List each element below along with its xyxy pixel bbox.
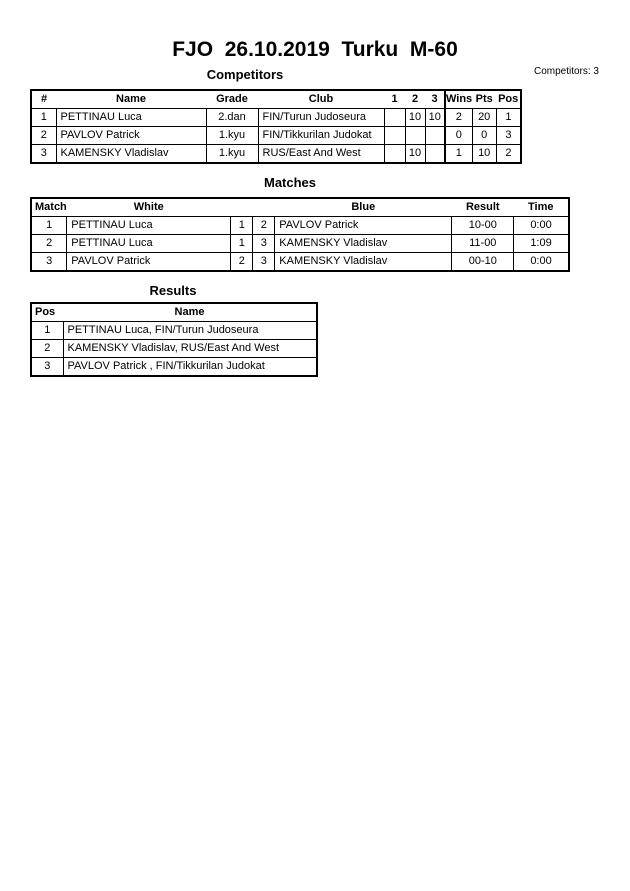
score-vs-3-cell	[425, 127, 445, 145]
table-row	[31, 127, 521, 145]
table-row	[31, 253, 569, 272]
col-header-blue-no	[253, 198, 275, 217]
pos-cell: 1	[496, 109, 521, 127]
competitor-name-cell: KAMENSKY Vladislav	[56, 145, 206, 164]
match-num-cell: 1	[31, 217, 67, 235]
table-row	[31, 235, 569, 253]
pts-cell: 0	[472, 127, 496, 145]
matches-heading: Matches	[263, 175, 317, 190]
white-name-cell: PETTINAU Luca	[67, 235, 231, 253]
score-vs-3-cell: 10	[425, 109, 445, 127]
result-name-cell: PAVLOV Patrick , FIN/Tikkurilan Judokat	[63, 358, 317, 377]
results-table	[30, 302, 318, 377]
match-num-cell: 3	[31, 253, 67, 272]
col-header-result: Result	[452, 198, 514, 217]
table-row	[31, 145, 521, 164]
competitor-grade-cell: 2.dan	[206, 109, 258, 127]
score-vs-2-cell: 10	[405, 109, 425, 127]
col-header-num: #	[31, 90, 56, 109]
competitor-club-cell: FIN/Tikkurilan Judokat	[258, 127, 384, 145]
col-header-time: Time	[514, 198, 569, 217]
pos-cell: 2	[496, 145, 521, 164]
white-number-cell: 2	[231, 253, 253, 272]
white-number-cell: 1	[231, 217, 253, 235]
results-heading: Results	[149, 283, 197, 298]
pts-cell: 10	[472, 145, 496, 164]
pts-cell: 20	[472, 109, 496, 127]
table-row	[31, 322, 317, 340]
competitors-header-row	[31, 90, 521, 109]
result-pos-cell: 2	[31, 340, 63, 358]
result-cell: 11-00	[452, 235, 514, 253]
white-name-cell: PETTINAU Luca	[67, 217, 231, 235]
white-number-cell: 1	[231, 235, 253, 253]
table-row	[31, 340, 317, 358]
score-vs-1-cell	[384, 109, 405, 127]
result-pos-cell: 1	[31, 322, 63, 340]
competitor-club-cell: FIN/Turun Judoseura	[258, 109, 384, 127]
col-header-pts: Pts	[472, 90, 496, 109]
col-header-opp3: 3	[425, 90, 445, 109]
blue-name-cell: KAMENSKY Vladislav	[275, 253, 452, 272]
col-header-wins: Wins	[445, 90, 472, 109]
time-cell: 0:00	[514, 253, 569, 272]
blue-name-cell: KAMENSKY Vladislav	[275, 235, 452, 253]
col-header-white-no	[231, 198, 253, 217]
blue-number-cell: 2	[253, 217, 275, 235]
time-cell: 0:00	[514, 217, 569, 235]
competitor-num-cell: 3	[31, 145, 56, 164]
result-pos-cell: 3	[31, 358, 63, 377]
col-header-club: Club	[258, 90, 384, 109]
result-cell: 00-10	[452, 253, 514, 272]
col-header-opp2: 2	[405, 90, 425, 109]
blue-number-cell: 3	[253, 253, 275, 272]
col-header-opp1: 1	[384, 90, 405, 109]
page-title: FJO 26.10.2019 Turku M-60	[172, 38, 458, 61]
competitors-heading: Competitors	[206, 67, 284, 82]
white-name-cell: PAVLOV Patrick	[67, 253, 231, 272]
pos-cell: 3	[496, 127, 521, 145]
competitor-grade-cell: 1.kyu	[206, 145, 258, 164]
score-vs-3-cell	[425, 145, 445, 164]
competitor-num-cell: 2	[31, 127, 56, 145]
matches-header-row	[31, 198, 569, 217]
col-header-pos: Pos	[496, 90, 521, 109]
wins-cell: 1	[445, 145, 472, 164]
col-header-grade: Grade	[206, 90, 258, 109]
competitor-club-cell: RUS/East And West	[258, 145, 384, 164]
result-name-cell: PETTINAU Luca, FIN/Turun Judoseura	[63, 322, 317, 340]
competitor-grade-cell: 1.kyu	[206, 127, 258, 145]
matches-table	[30, 197, 570, 272]
blue-name-cell: PAVLOV Patrick	[275, 217, 452, 235]
col-header-white: White	[67, 198, 231, 217]
score-vs-1-cell	[384, 127, 405, 145]
col-header-name: Name	[63, 303, 317, 322]
col-header-match: Match	[31, 198, 67, 217]
wins-cell: 0	[445, 127, 472, 145]
score-vs-2-cell: 10	[405, 145, 425, 164]
time-cell: 1:09	[514, 235, 569, 253]
competitor-num-cell: 1	[31, 109, 56, 127]
match-num-cell: 2	[31, 235, 67, 253]
result-cell: 10-00	[452, 217, 514, 235]
blue-number-cell: 3	[253, 235, 275, 253]
score-vs-1-cell	[384, 145, 405, 164]
result-name-cell: KAMENSKY Vladislav, RUS/East And West	[63, 340, 317, 358]
table-row	[31, 217, 569, 235]
col-header-pos: Pos	[31, 303, 63, 322]
competitor-name-cell: PAVLOV Patrick	[56, 127, 206, 145]
score-vs-2-cell	[405, 127, 425, 145]
table-row	[31, 358, 317, 377]
col-header-name: Name	[56, 90, 206, 109]
table-row	[31, 109, 521, 127]
competitor-name-cell: PETTINAU Luca	[56, 109, 206, 127]
col-header-blue: Blue	[275, 198, 452, 217]
competitors-table	[30, 89, 522, 164]
competitors-count-label: Competitors: 3	[533, 66, 599, 77]
results-header-row	[31, 303, 317, 322]
wins-cell: 2	[445, 109, 472, 127]
